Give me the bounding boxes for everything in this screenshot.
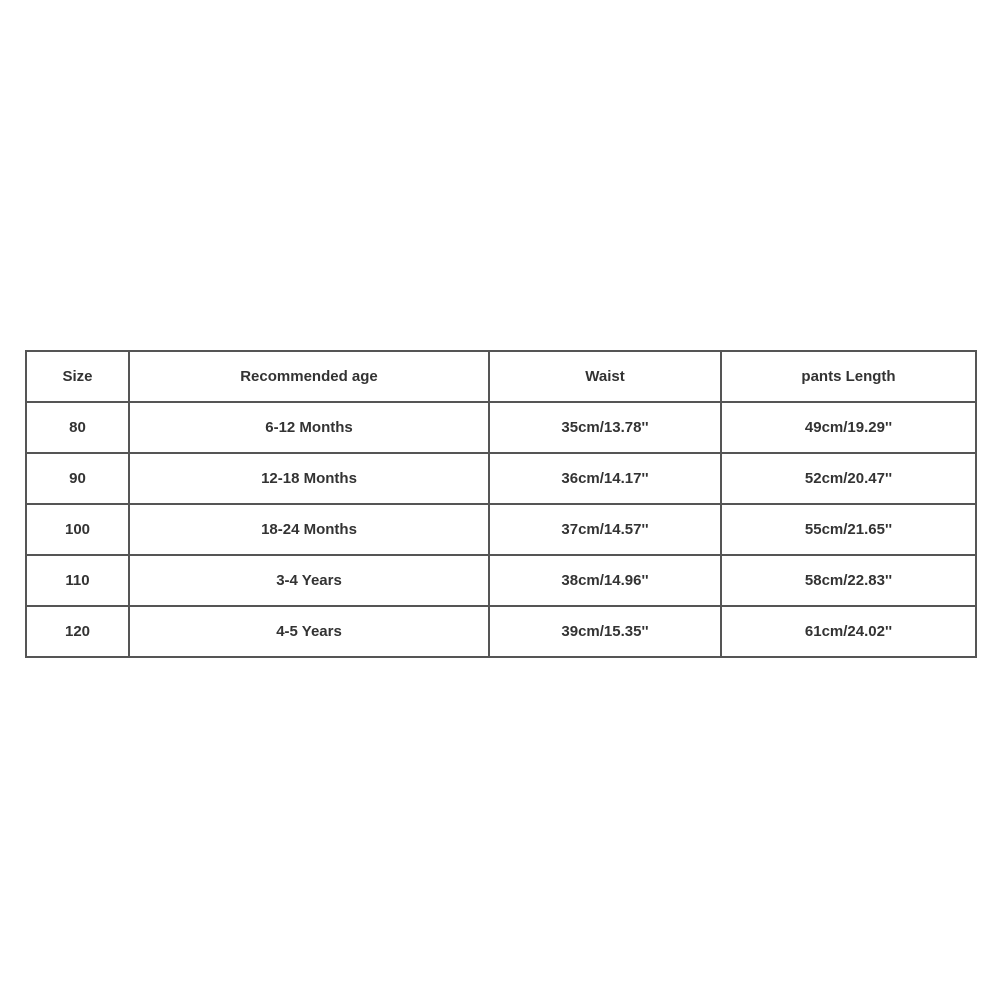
cell-pants-length: 55cm/21.65'' xyxy=(721,504,976,555)
cell-waist: 39cm/15.35'' xyxy=(489,606,721,657)
cell-size: 100 xyxy=(26,504,129,555)
cell-pants-length: 52cm/20.47'' xyxy=(721,453,976,504)
cell-pants-length: 61cm/24.02'' xyxy=(721,606,976,657)
header-recommended-age: Recommended age xyxy=(129,351,489,402)
cell-pants-length: 49cm/19.29'' xyxy=(721,402,976,453)
cell-waist: 38cm/14.96'' xyxy=(489,555,721,606)
header-pants-length: pants Length xyxy=(721,351,976,402)
cell-recommended-age: 3-4 Years xyxy=(129,555,489,606)
cell-size: 110 xyxy=(26,555,129,606)
cell-waist: 36cm/14.17'' xyxy=(489,453,721,504)
cell-size: 120 xyxy=(26,606,129,657)
cell-recommended-age: 4-5 Years xyxy=(129,606,489,657)
size-chart-table xyxy=(25,350,977,658)
cell-pants-length: 58cm/22.83'' xyxy=(721,555,976,606)
cell-recommended-age: 12-18 Months xyxy=(129,453,489,504)
table-row xyxy=(26,504,976,555)
header-size: Size xyxy=(26,351,129,402)
header-waist: Waist xyxy=(489,351,721,402)
cell-recommended-age: 18-24 Months xyxy=(129,504,489,555)
cell-waist: 35cm/13.78'' xyxy=(489,402,721,453)
cell-size: 90 xyxy=(26,453,129,504)
table-row xyxy=(26,453,976,504)
cell-size: 80 xyxy=(26,402,129,453)
header-row xyxy=(26,351,976,402)
table-row xyxy=(26,402,976,453)
cell-recommended-age: 6-12 Months xyxy=(129,402,489,453)
table-row xyxy=(26,606,976,657)
table-row xyxy=(26,555,976,606)
cell-waist: 37cm/14.57'' xyxy=(489,504,721,555)
